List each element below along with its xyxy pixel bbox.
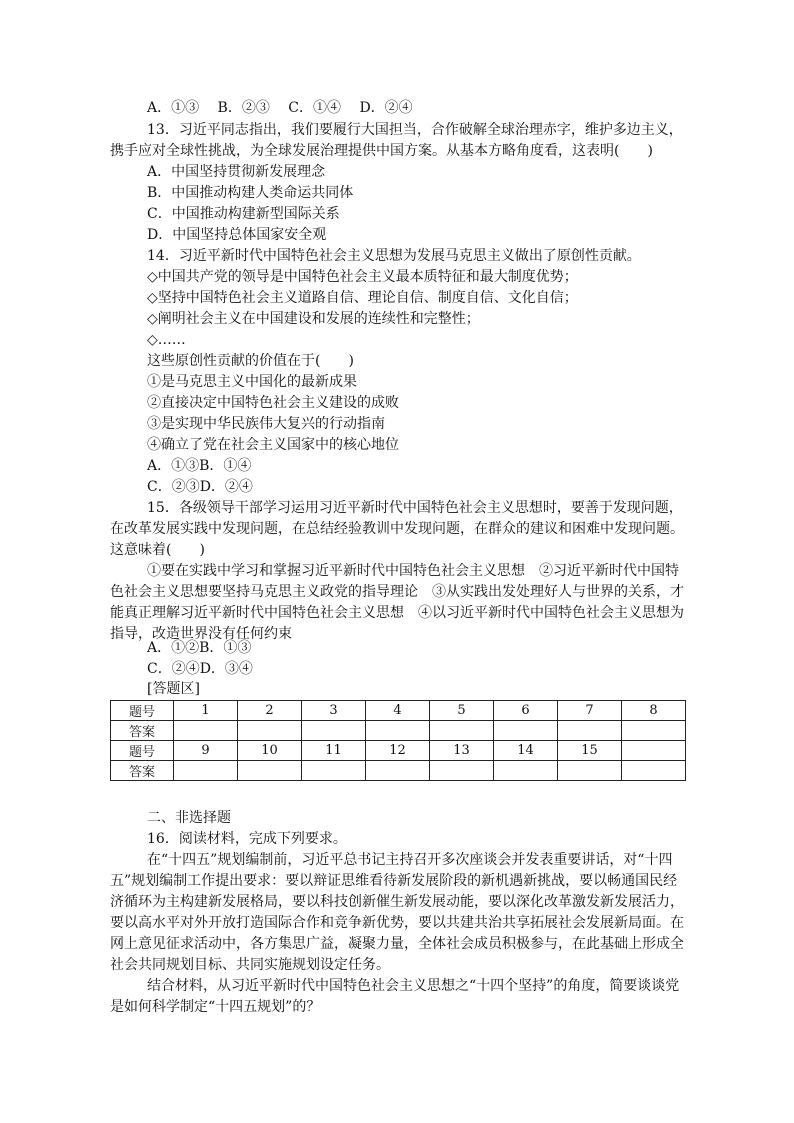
answer-cell (622, 721, 686, 741)
question-number-cell: 4 (366, 701, 430, 721)
q14-item-1: ①是马克思主义中国化的最新成果 (147, 374, 357, 390)
q14-item-4: ④确立了党在社会主义国家中的核心地位 (147, 437, 399, 453)
q15-options-line1: A．①②B．①③ (147, 640, 252, 656)
q16-material: 在“十四五”规划编制前，习近平总书记主持召开多次座谈会并发表重要讲话，对“十四五”规划编制工作提出要求：要以辩证思维看待新发展阶段的新机遇新挑战，要以畅通国民经济循环为主构建新发展格局，要以科技创新催生新发展动能，要以深化改革激发新发展活力，要以高水平对外开放打造国际合作和竞争新优势，要以共建共治共享拓展社会发展新局面。在网上意见征求活动中，各方集思广益，凝聚力量，全体社会成员积极参与，在此基础上形成全社会共同规划目标、共同实施规划设定任务。 (110, 852, 684, 973)
q14-options-line1: A．①③B．①④ (147, 458, 252, 474)
question-number-cell: 9 (174, 741, 238, 761)
q14-item-2: ②直接决定中国特色社会主义建设的成败 (147, 395, 399, 411)
q14-stem: 14．习近平新时代中国特色社会主义思想为发展马克思主义做出了原创性贡献。 (147, 248, 641, 264)
answer-cell (238, 721, 302, 741)
answer-cell (302, 761, 366, 781)
q14-point-1: ◇中国共产党的领导是中国特色社会主义最本质特征和最大制度优势； (147, 269, 578, 285)
question-number-cell: 14 (494, 741, 558, 761)
table-row-numbers-2 (111, 741, 686, 761)
question-number-cell: 5 (430, 701, 494, 721)
answer-cell (238, 761, 302, 781)
answer-cell (494, 721, 558, 741)
answer-cell (622, 761, 686, 781)
row-label-number: 题号 (111, 741, 174, 761)
q13-stem-line2: 携手应对全球性挑战，为全球发展治理提供中国方案。从基本方略角度看，这表明( ) (110, 143, 653, 159)
q12-options: A．①③ B．②③ C．①④ D．②④ (147, 100, 413, 116)
answer-table (110, 700, 686, 781)
answer-cell (366, 721, 430, 741)
answer-cell (430, 721, 494, 741)
row-label-answer: 答案 (111, 761, 174, 781)
answer-cell (430, 761, 494, 781)
answer-cell (174, 761, 238, 781)
answer-cell (366, 761, 430, 781)
question-number-cell: 6 (494, 701, 558, 721)
q15-items: ①要在实践中学习和掌握习近平新时代中国特色社会主义思想 ②习近平新时代中国特色社会主义思想要坚持马克思主义政党的指导理论 ③从实践出发处理好人与世界的关系，才能真正理解习近平新时代中国特色社会主义思想 ④以习近平新时代中国特色社会主义思想为指导，改造世界没有任何约束 (110, 563, 684, 642)
q14-point-2: ◇坚持中国特色社会主义道路自信、理论自信、制度自信、文化自信； (147, 290, 578, 306)
table-row-numbers-1 (111, 701, 686, 721)
table-row-answers-1 (111, 721, 686, 741)
q14-question: 这些原创性贡献的价值在于( ) (147, 353, 354, 369)
answer-cell (558, 761, 622, 781)
question-number-cell: 13 (430, 741, 494, 761)
answer-cell (174, 721, 238, 741)
table-row-answers-2 (111, 761, 686, 781)
q13-option-a: A．中国坚持贯彻新发展理念 (147, 164, 326, 180)
q15-options-line2: C．②④D．③④ (147, 661, 253, 677)
q13-option-d: D．中国坚持总体国家安全观 (147, 227, 327, 243)
row-label-answer: 答案 (111, 721, 174, 741)
question-number-cell: 12 (366, 741, 430, 761)
question-number-cell: 11 (302, 741, 366, 761)
answer-cell (494, 761, 558, 781)
answer-cell (558, 721, 622, 741)
row-label-number: 题号 (111, 701, 174, 721)
q13-stem-line1: 13．习近平同志指出，我们要履行大国担当，合作破解全球治理赤字，维护多边主义， (147, 122, 683, 138)
question-number-cell: 15 (558, 741, 622, 761)
question-number-cell: 3 (302, 701, 366, 721)
question-number-cell: 8 (622, 701, 686, 721)
q14-item-3: ③是实现中华民族伟大复兴的行动指南 (147, 416, 385, 432)
answer-area-label: [答题区] (147, 681, 200, 697)
q15-stem: 15．各级领导干部学习运用习近平新时代中国特色社会主义思想时，要善于发现问题，在改革发展实践中发现问题，在总结经验教训中发现问题，在群众的建议和困难中发现问题。这意味着( ) (110, 500, 684, 558)
question-number-cell (622, 741, 686, 761)
q13-option-c: C．中国推动构建新型国际关系 (147, 206, 340, 222)
section2-heading: 二、非选择题 (147, 810, 231, 826)
question-number-cell: 2 (238, 701, 302, 721)
question-number-cell: 7 (558, 701, 622, 721)
question-number-cell: 10 (238, 741, 302, 761)
answer-cell (302, 721, 366, 741)
q16-task: 结合材料，从习近平新时代中国特色社会主义思想之“十四个坚持”的角度，简要谈谈党是如何科学制定“十四五规划”的？ (110, 978, 680, 1015)
q13-option-b: B．中国推动构建人类命运共同体 (147, 185, 354, 201)
q14-options-line2: C．②③D．②④ (147, 479, 253, 495)
q14-point-4: ◇…… (147, 332, 186, 348)
q14-point-3: ◇阐明社会主义在中国建设和发展的连续性和完整性； (147, 311, 480, 327)
question-number-cell: 1 (174, 701, 238, 721)
q16-stem: 16．阅读材料，完成下列要求。 (147, 831, 347, 847)
